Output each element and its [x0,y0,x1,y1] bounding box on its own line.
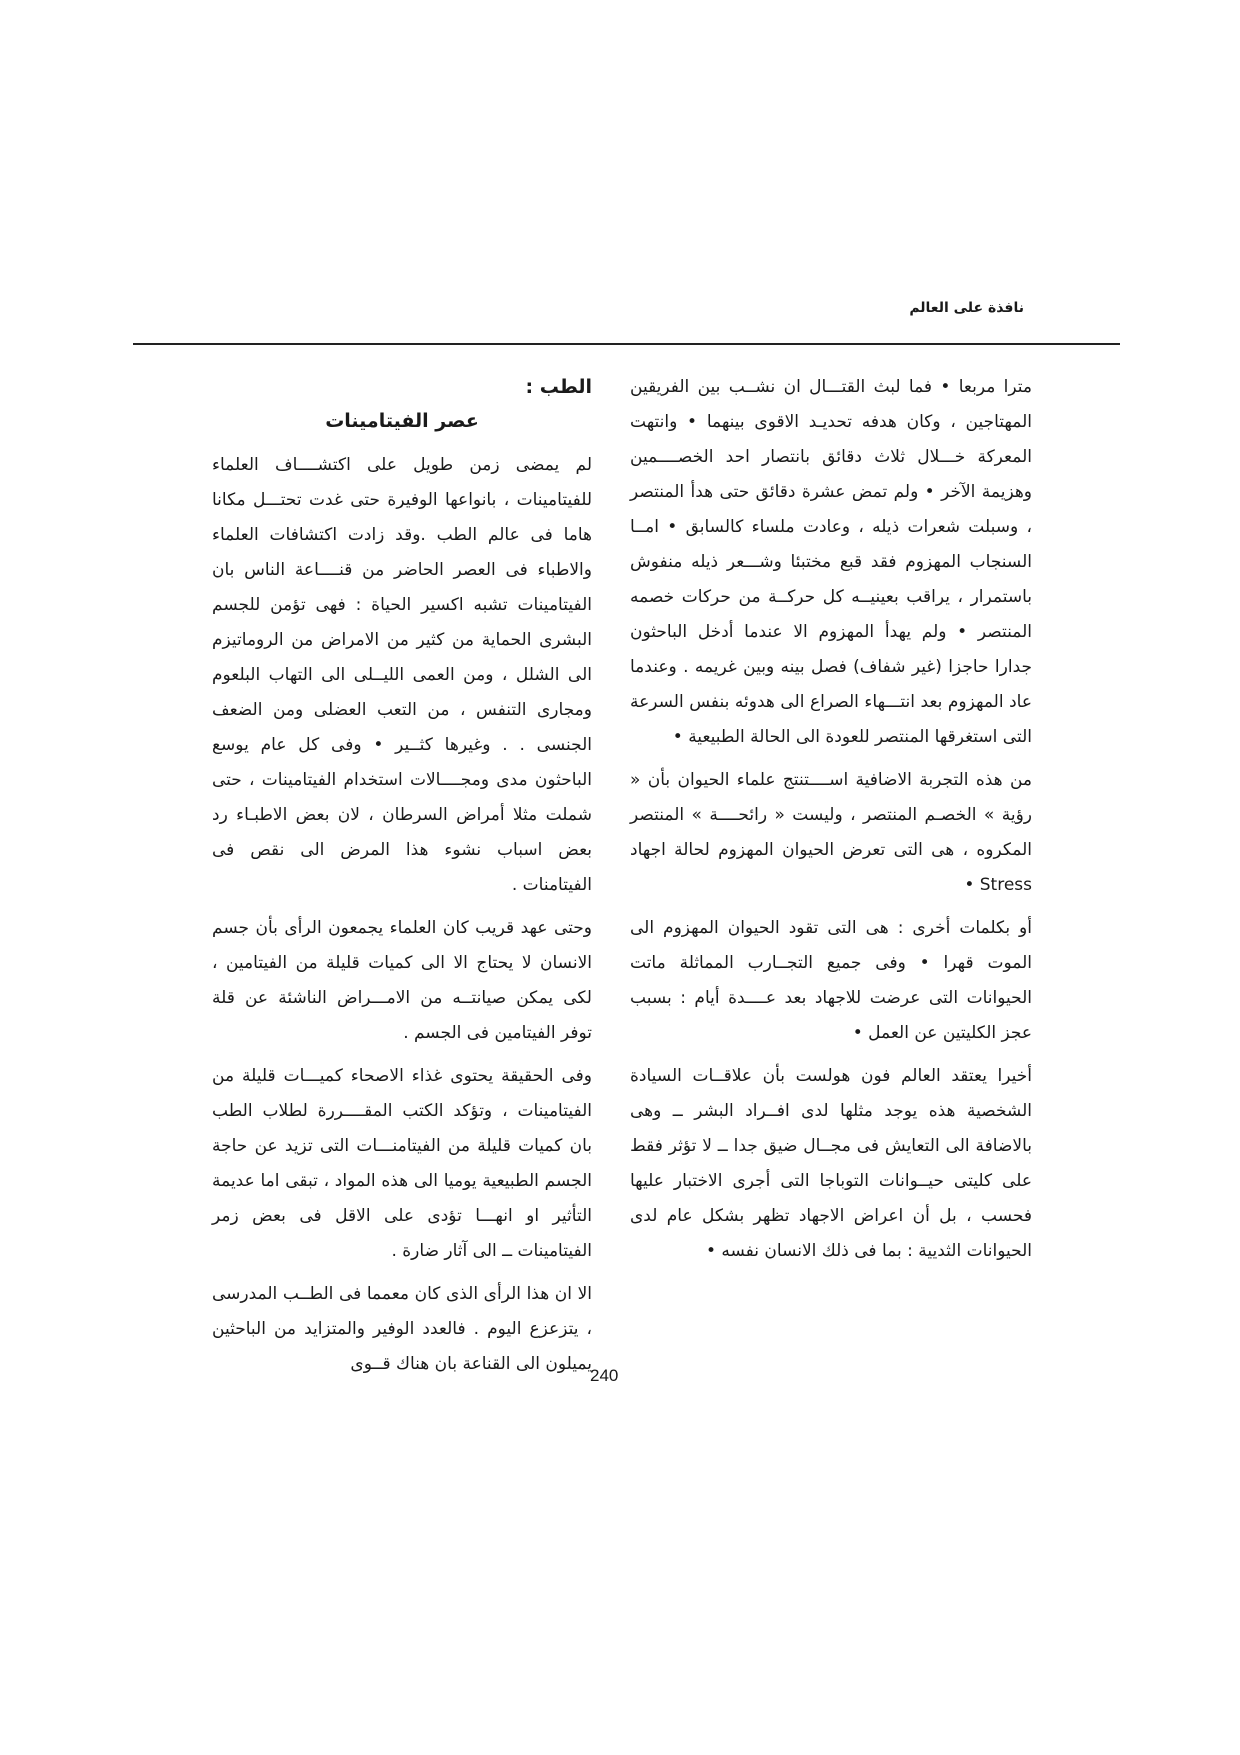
section-label: الطب : [525,376,592,398]
paragraph: الا ان هذا الرأى الذى كان معمما فى الطــب المدرسى ، يتزعزع اليوم . فالعدد الوفير والمتزايد من الباحثين يميلون الى القناعة بان هناك قــوى [212,1284,592,1374]
paragraph: أو بكلمات أخرى : هى التى تقود الحيوان المهزوم الى الموت قهرا • وفى جميع التجــارب المماثلة ماتت الحيوانات التى عرضت للاجهاد بعد عــــدة أيام : بسبب عجز الكليتين عن العمل • [630,918,1032,1043]
paragraph: أخيرا يعتقد العالم فون هولست بأن علاقــات السيادة الشخصية هذه يوجد مثلها لدى افــراد البشر ــ وهى بالاضافة الى التعايش فى مجــال ضيق جدا ــ لا تؤثر فقط على كليتى حيــوانات التوباجا التى أجرى الاختبار عليها فحسب ، بل أن اعراض الاجهاد تظهر بشكل عام لدى الحيوانات الثديية : بما فى ذلك الانسان نفسه • [630,1066,1032,1261]
paragraph: لم يمضى زمن طويل على اكتشــــاف العلماء للفيتامينات ، بانواعها الوفيرة حتى غدت تحتـــل مكانا هاما فى عالم الطب .وقد زادت اكتشافات العلماء والاطباء فى العصر الحاضر من قنــــاعة الناس بان الفيتامينات تشبه اكسير الحياة : فهى تؤمن للجسم البشرى الحماية من كثير من الامراض من الروماتيزم الى الشلل ، ومن العمى الليــلى الى التهاب البلعوم ومجارى التنفس ، من التعب العضلى ومن الضعف الجنسى . . وغيرها كثــير • وفى كل عام يوسع الباحثون مدى ومجــــالات استخدام الفيتامينات ، حتى شملت مثلا أمراض السرطان ، لان بعض الاطبـاء رد بعض اسباب نشوء هذا المرض الى نقص فى الفيتامنات . [212,455,592,895]
header-rule [133,343,1120,345]
paragraph: من هذه التجربة الاضافية اســــتنتج علماء الحيوان بأن « رؤية » الخصـم المنتصر ، وليست « رائحــــة » المنتصر المكروه ، هى التى تعرض الحيوان المهزوم لحالة اجهاد Stress • [630,770,1032,895]
page-number: 240 [590,1366,619,1385]
paragraph: مترا مربعا • فما لبث القتـــال ان نشــب بين الفريقين المهتاجين ، وكان هدفه تحديـد الاقوى بينهما • وانتهت المعركة خـــلال ثلاث دقائق بانتصار احد الخصــــمين وهزيمة الآخر • ولم تمض عشرة دقائق حتى هدأ المنتصر ، وسبلت شعرات ذيله ، وعادت ملساء كالسابق • امــا السنجاب المهزوم فقد قبع مختبئا وشـــعر ذيله منفوش باستمرار ، يراقب بعينيــه كل حركــة من حركات خصمه المنتصر • ولم يهدأ المهزوم الا عندما أدخل الباحثون جدارا حاجزا (غير شفاف) فصل بينه وبين غريمه . وعندما عاد المهزوم بعد انتـــهاء الصراع الى هدوئه بنفس السرعة التى استغرقها المنتصر للعودة الى الحالة الطبيعية • [630,377,1032,747]
paragraph: وفى الحقيقة يحتوى غذاء الاصحاء كميـــات قليلة من الفيتامينات ، وتؤكد الكتب المقــــررة لطلاب الطب بان كميات قليلة من الفيتامنـــات التى تزيد عن حاجة الجسم الطبيعية يوميا الى هذه المواد ، تبقى اما عديمة التأثير او انهـــا تؤدى على الاقل فى بعض زمر الفيتامينات ــ الى آثار ضارة . [212,1066,592,1261]
right-column [630,370,1032,1277]
paragraph: وحتى عهد قريب كان العلماء يجمعون الرأى بأن جسم الانسان لا يحتاج الا الى كميات قليلة من الفيتامين ، لكى يمكن صيانتــه من الامـــراض الناشئة عن قلة توفر الفيتامين فى الجسم . [212,918,592,1043]
running-header: نافذة على العالم [909,300,1024,316]
left-column [212,370,592,1390]
section-title: عصر الفيتامينات [325,410,479,432]
